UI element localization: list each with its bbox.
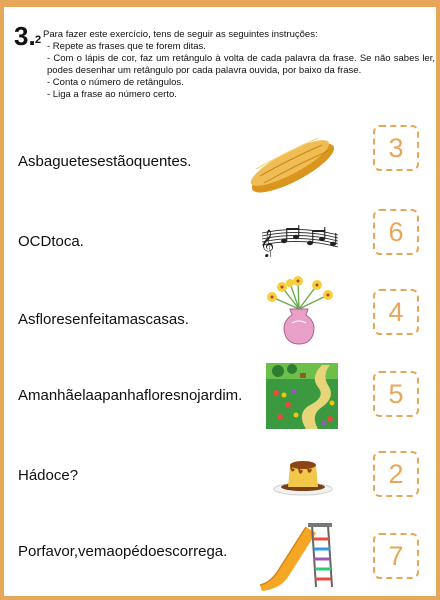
number-box[interactable]: 2 bbox=[373, 451, 419, 497]
exercise-number: 3. bbox=[14, 21, 36, 51]
number-box[interactable]: 7 bbox=[373, 533, 419, 579]
sentence-row bbox=[4, 447, 436, 509]
sentence-row bbox=[4, 273, 436, 351]
instruction-item: - Liga a frase ao número certo. bbox=[47, 89, 177, 100]
slide-icon[interactable] bbox=[256, 519, 336, 591]
instructions bbox=[43, 29, 435, 101]
sentence-row bbox=[4, 203, 436, 263]
number-box[interactable]: 5 bbox=[373, 371, 419, 417]
sentence-text[interactable]: Asfloresenfeitamascasas. bbox=[18, 311, 189, 328]
number-box[interactable]: 3 bbox=[373, 125, 419, 171]
number-box[interactable]: 4 bbox=[373, 289, 419, 335]
sentence-text[interactable]: Porfavor,vemaopédoescorrega. bbox=[18, 543, 228, 560]
instruction-item: - Repete as frases que te forem ditas. bbox=[47, 41, 206, 52]
sentence-text[interactable]: OCDtoca. bbox=[18, 233, 84, 250]
instruction-item: - Conta o número de retângulos. bbox=[47, 77, 184, 88]
sentence-text[interactable]: Hádoce? bbox=[18, 467, 79, 484]
sentence-row bbox=[4, 357, 436, 441]
baguette-icon[interactable] bbox=[246, 133, 338, 199]
sentence-text[interactable]: Asbaguetesestãoquentes. bbox=[18, 153, 192, 170]
music-notes-icon[interactable] bbox=[260, 221, 340, 257]
instruction-item: - Com o lápis de cor, faz um retângulo à volta de cada palavra da frase. Se não sabes ler, podes desenhar um retângulo por cada palavra ouvida, por baixo da frase. bbox=[47, 53, 435, 76]
pudding-icon[interactable] bbox=[272, 451, 334, 497]
sentence-row bbox=[4, 517, 436, 593]
sentence-text[interactable]: Amanhãelaapanhafloresnojardim. bbox=[18, 387, 243, 404]
garden-icon[interactable] bbox=[266, 363, 338, 429]
svg-text:𝄞: 𝄞 bbox=[260, 229, 275, 257]
number-box[interactable]: 6 bbox=[373, 209, 419, 255]
exercise-sub-number: 2 bbox=[35, 34, 42, 46]
flower-vase-icon[interactable] bbox=[262, 275, 336, 345]
instruction-intro: Para fazer este exercício, tens de seguir as seguintes instruções: bbox=[43, 29, 318, 40]
sentence-row bbox=[4, 117, 436, 199]
